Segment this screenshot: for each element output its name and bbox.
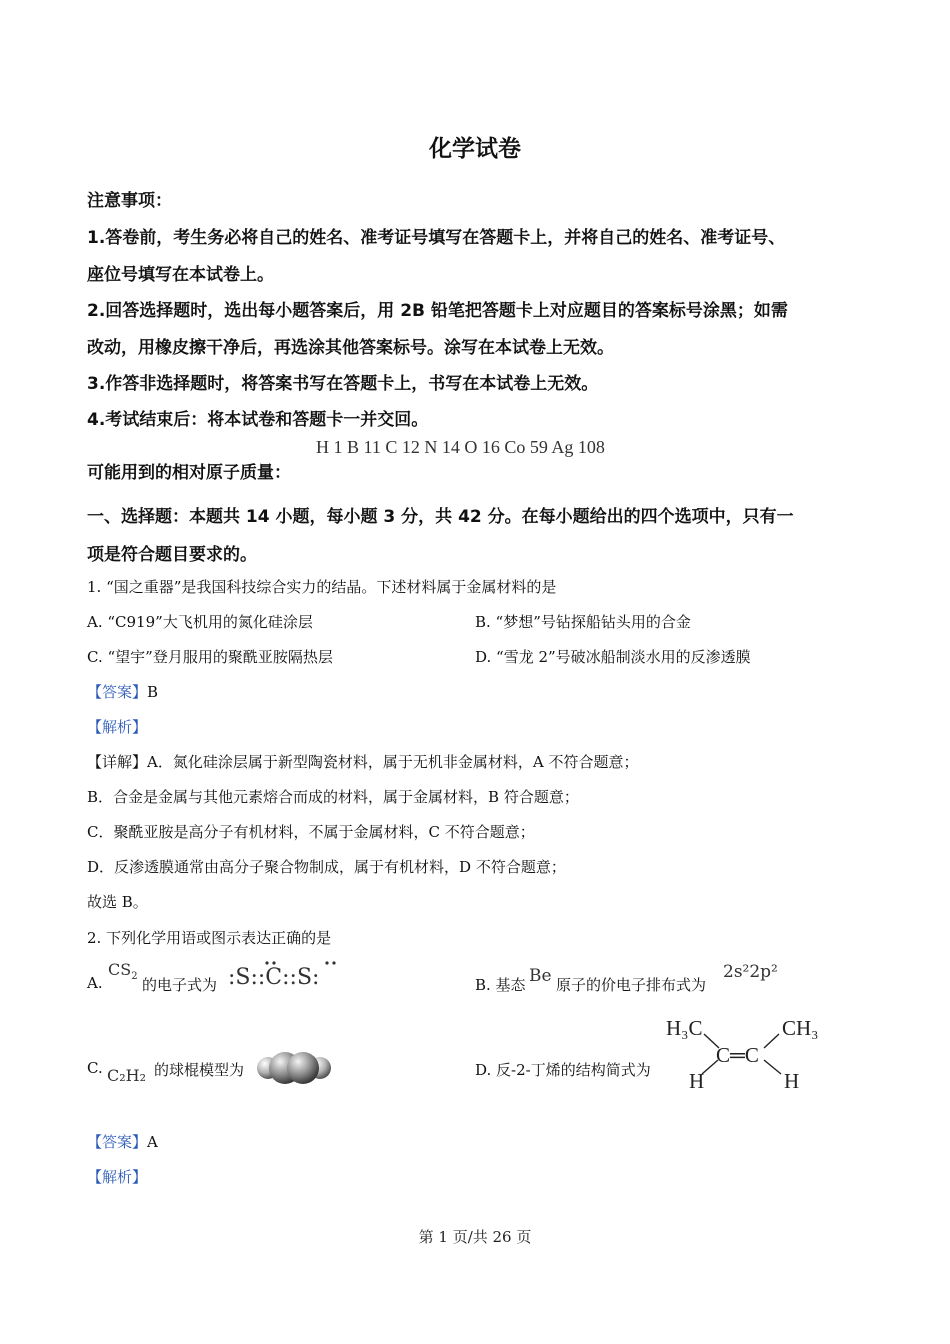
detail-text: A．氮化硅涂层属于新型陶瓷材料，属于无机非金属材料，A 不符合题意； [147,753,639,771]
section-heading: 一、选择题：本题共 14 小题，每小题 3 分，共 42 分。在每小题给出的四个选项中，只有一 [87,507,794,527]
detail-label: 【详解】 [87,753,148,771]
q2-a-text: 的电子式为 [142,976,218,994]
q2-analysis-label: 【解析】 [87,1168,148,1186]
q1-conclusion: 故选 B。 [87,893,148,911]
carbon-atom [287,1052,319,1084]
q1-analysis-label: 【解析】 [87,718,148,736]
notice-line: 3.作答非选择题时，将答案书写在答题卡上，书写在本试卷上无效。 [87,374,599,394]
q2-b-text: 原子的价电子排布式为 [556,976,707,994]
section-heading-cont: 项是符合题目要求的。 [87,545,257,565]
answer-value: A [147,1133,158,1151]
q2-option-b-prefix: B. 基态 [475,976,526,994]
struct-double-bond: C═C [716,1043,759,1067]
answer-label: 【答案】 [87,1133,148,1151]
q2-option-a-prefix: A. [87,974,103,992]
answer-label: 【答案】 [87,683,148,701]
q1-detail-line [87,751,638,772]
q2-stem: 2. 下列化学用语或图示表达正确的是 [87,929,332,947]
q2-c-formula: C₂H₂ [107,1066,147,1085]
q1-option-d: D. “雪龙 2”号破冰船制淡水用的反渗透膜 [475,648,751,666]
notice-line: 座位号填写在本试卷上。 [87,265,274,285]
q1-detail-line: B．合金是金属与其他元素熔合而成的材料，属于金属材料，B 符合题意； [87,788,579,806]
struct-ch3-left: H₃C [666,1016,703,1040]
q2-option-c-prefix: C. [87,1059,103,1077]
page-footer: 第 1 页/共 26 页 [418,1228,532,1246]
lewis-text: :S::C::S: [228,965,320,990]
notice-line: 2.回答选择题时，选出每小题答案后，用 2B 铅笔把答题卡上对应题目的答案标号涂黑；如需 [87,301,788,321]
struct-h-right: H [784,1069,800,1093]
struct-h-left: H [689,1069,705,1093]
trans-2-butene-structure [664,1012,834,1098]
q1-detail-line: D．反渗透膜通常由高分子聚合物制成，属于有机材料，D 不符合题意； [87,858,566,876]
notice-heading: 注意事项： [87,191,172,211]
page-title: 化学试卷 [429,136,521,162]
atomic-mass-values: H 1 B 11 C 12 N 14 O 16 Co 59 Ag 108 [316,437,605,457]
q1-answer [87,681,158,702]
q1-detail-line: C．聚酰亚胺是高分子有机材料，不属于金属材料，C 不符合题意； [87,823,535,841]
q2-option-d-text: D. 反-2-丁烯的结构简式为 [475,1061,651,1079]
q1-option-b: B. “梦想”号钻探船钻头用的合金 [475,613,691,631]
q1-option-c: C. “望宇”登月服用的聚酰亚胺隔热层 [87,648,333,666]
formula-text: CS [108,960,132,979]
q2-b-element: Be [529,966,552,986]
atomic-mass-label: 可能用到的相对原子质量： [87,463,291,483]
formula-subscript: 2 [131,971,138,982]
struct-ch3-right: CH₃ [782,1016,819,1040]
notice-line: 1.答卷前，考生务必将自己的姓名、准考证号填写在答题卡上，并将自己的姓名、准考证号、 [87,228,786,248]
q2-b-config: 2s²2p² [723,962,778,982]
q1-stem: 1. “国之重器”是我国科技综合实力的结晶。下述材料属于金属材料的是 [87,578,557,596]
q2-answer [87,1131,158,1152]
answer-value: B [147,683,159,701]
notice-line: 改动，用橡皮擦干净后，再选涂其他答案标号。涂写在本试卷上无效。 [87,338,614,358]
q1-option-a: A. “C919”大飞机用的氮化硅涂层 [87,613,313,631]
ball-stick-model-c2h2 [254,1048,334,1088]
lewis-structure-cs2 [226,958,346,990]
q2-c-text: 的球棍模型为 [154,1061,245,1079]
q2-a-formula [108,960,138,982]
notice-line: 4.考试结束后：将本试卷和答题卡一并交回。 [87,410,429,430]
